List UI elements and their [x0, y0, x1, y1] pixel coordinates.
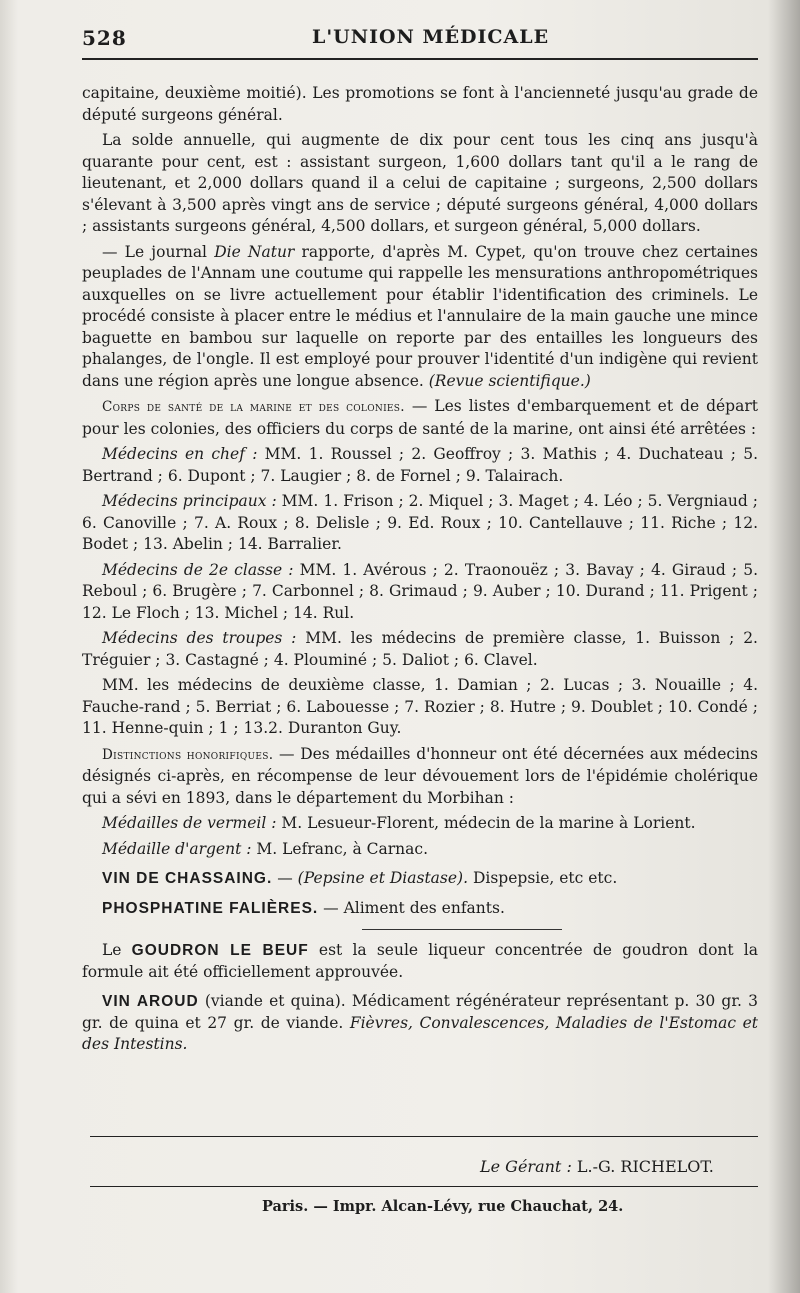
ad-vin-chassaing-name: VIN DE CHASSAING. — [102, 870, 273, 887]
journal-title: Die Natur — [214, 242, 295, 261]
medaille-argent-text: M. Lefranc, à Carnac. — [251, 839, 429, 858]
ad-vin-chassaing-dash: — — [272, 869, 298, 887]
page-header — [82, 22, 758, 50]
page-number: 528 — [82, 26, 127, 50]
ad-goudron-pre: Le — [102, 941, 132, 959]
medaille-argent — [82, 839, 758, 861]
ad-vin-chassaing-text: Dispepsie, etc etc. — [468, 869, 618, 887]
ad-goudron — [82, 940, 758, 983]
ad-phosphatine — [102, 898, 758, 920]
medecins-chef-names: MM. 1. Roussel ; 2. Geoffroy ; 3. Mathis ; 4. Duchateau ; 5. Bertrand ; 6. Dupont ; 7. Laugier ; 8. de Fornel ; 9. Talairach. — [82, 445, 758, 485]
annam-source: (Revue scientifique.) — [428, 371, 591, 390]
ad-vin-aroud-text: (viande et quina). Médicament régénérateur représentant p. 30 gr. 3 gr. de quina et 27 gr. de viande. — [82, 992, 758, 1032]
gerant-name: L.-G. RICHELOT. — [571, 1157, 714, 1176]
medecins-troupes-label: Médecins des troupes : — [102, 629, 297, 647]
medaille-vermeil — [82, 813, 758, 835]
gerant-line — [480, 1157, 714, 1176]
body-text — [82, 83, 758, 1060]
medecins-principaux-label: Médecins principaux : — [102, 492, 277, 510]
ad-phosphatine-text: — Aliment des enfants. — [318, 898, 505, 917]
ad-vin-chassaing — [102, 868, 758, 890]
ad-vin-aroud-name: VIN AROUD — [102, 993, 199, 1010]
distinctions-text: — Des médailles d'honneur ont été décernées aux médecins désignés ci-après, en récompense de leur dévouement lors de l'épidémie cholérique qui a sévi en 1893, dans le département du Morbihan : — [82, 744, 758, 807]
annam-intro: — Le journal — [102, 242, 215, 261]
paragraph-navy-corps — [82, 396, 758, 440]
footer-rule-top — [90, 1136, 758, 1137]
medecins-2e-classe-names: MM. 1. Avérous ; 2. Traonouëz ; 3. Bavay ; 4. Giraud ; 5. Reboul ; 6. Brugère ; 7. Carbonnel ; 8. Grimaud ; 9. Auber ; 10. Durand ; 11. Prigent ; 12. Le Floch ; 13. Michel ; 14. Rul. — [82, 560, 758, 622]
distinctions-heading: Distinctions honorifiques. — [102, 746, 274, 763]
paragraph-rank: capitaine, deuxième moitié). Les promotions se font à l'ancienneté jusqu'au grade de député surgeons général. — [82, 84, 758, 124]
navy-corps-heading: Corps de santé de la marine et des colonies. — [102, 399, 405, 415]
ad-separator — [362, 929, 562, 930]
paragraph-pay: La solde annuelle, qui augmente de dix pour cent tous les cinq ans jusqu'à quarante pour cent, est : assistant surgeon, 1,600 dollars tant qu'il a le rang de lieutenant, et 2,000 dollars quand il a celui de capitaine ; surgeons, 2,500 dollars s'élevant à 3,500 après vingt ans de service ; député surgeons général, 4,000 dollars ; assistants surgeons général, 4,500 dollars, et surgeon général, 5,000 dollars. — [82, 131, 758, 235]
annam-body: rapporte, d'après M. Cypet, qu'on trouve chez certaines peuplades de l'Annam une coutume qui rappelle les mensurations anthropométriques auxquelles on se livre actuellement pour établir l'identification des criminels. Le procédé consiste à placer entre le médius et l'annulaire de la main gauche une mince baguette en bambou sur laquelle on reporte par des entailles les longueurs des phalanges, de l'ongle. Il est employé pour prouver l'identité d'un indigène qui revient dans une région après une longue absence. — [82, 242, 758, 390]
list-medecins-principaux — [82, 491, 758, 556]
ad-goudron-name: GOUDRON LE BEUF — [131, 942, 309, 959]
navy-corps-text: — Les listes d'embarquement et de départ pour les colonies, des officiers du corps de santé de la marine, ont ainsi été arrêtées : — [82, 397, 758, 438]
ad-phosphatine-name: PHOSPHATINE FALIÈRES. — [102, 899, 319, 917]
medecins-2e-classe-label: Médecins de 2e classe : — [102, 560, 294, 579]
list-medecins-chef — [82, 444, 758, 487]
ad-vin-aroud — [82, 991, 758, 1056]
header-rule — [82, 58, 758, 60]
medaille-vermeil-text: M. Lesueur-Florent, médecin de la marine à Lorient. — [276, 814, 696, 832]
printer-imprint: Paris. — Impr. Alcan-Lévy, rue Chauchat, 24. — [262, 1198, 624, 1215]
medaille-vermeil-label: Médailles de vermeil : — [102, 814, 277, 832]
footer-rule-bottom — [90, 1186, 758, 1187]
paragraph-annam — [82, 242, 758, 393]
running-title: L'UNION MÉDICALE — [312, 26, 550, 48]
gerant-label: Le Gérant : — [480, 1157, 572, 1176]
medaille-argent-label: Médaille d'argent : — [102, 839, 252, 858]
ad-goudron-text: est la seule liqueur concentrée de goudron dont la formule ait été officiellement approuvée. — [82, 941, 758, 981]
list-medecins-2e-classe — [82, 560, 758, 625]
list-medecins-deuxieme-classe: MM. les médecins de deuxième classe, 1. Damian ; 2. Lucas ; 3. Nouaille ; 4. Fauche-rand ; 5. Berriat ; 6. Labouesse ; 7. Rozier ; 8. Hutre ; 9. Doublet ; 10. Condé ; 11. Henne-quin ; 1 ; 13.2. Duranton Guy. — [82, 676, 758, 737]
medecins-principaux-names: MM. 1. Frison ; 2. Miquel ; 3. Maget ; 4. Léo ; 5. Vergniaud ; 6. Canoville ; 7. A. Roux ; 8. Delisle ; 9. Ed. Roux ; 10. Cantellauve ; 11. Riche ; 12. Bodet ; 13. Abelin ; 14. Barralier. — [82, 492, 758, 553]
medecins-chef-label: Médecins en chef : — [102, 445, 258, 463]
ad-vin-aroud-indications: Fièvres, Convalescences, Maladies de l'Estomac et des Intestins. — [82, 1013, 758, 1053]
medecins-troupes-names: MM. les médecins de première classe, 1. Buisson ; 2. Tréguier ; 3. Castagné ; 4. Plouminé ; 5. Daliot ; 6. Clavel. — [82, 629, 758, 669]
ad-vin-chassaing-subtitle: (Pepsine et Diastase). — [297, 869, 469, 887]
paragraph-distinctions — [82, 744, 758, 810]
list-medecins-troupes — [82, 628, 758, 671]
